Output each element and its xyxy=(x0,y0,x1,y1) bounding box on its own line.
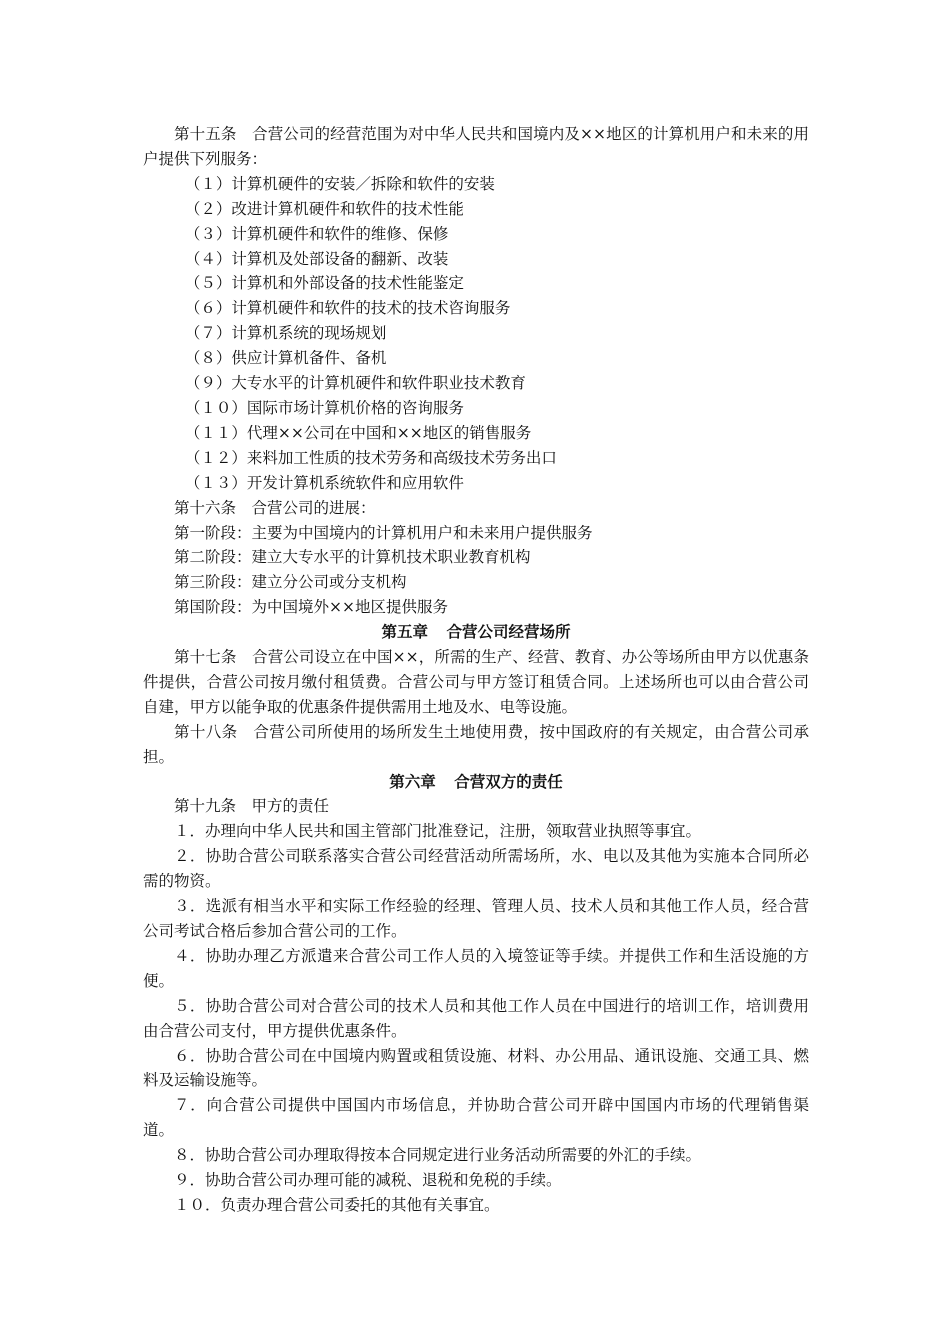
list-item: （６）计算机硬件和软件的技术的技术咨询服务 xyxy=(184,299,511,318)
article-16: 第十六条 合营公司的进展： xyxy=(174,498,376,517)
list-item: ５．协助合营公司对合营公司的技术人员和其他工作人员在中国进行的培训工作，培训费用由合营公司支付，甲方提供优惠条件。 xyxy=(143,996,809,1040)
chapter-number: 第五章 xyxy=(381,623,428,642)
article-15: 第十五条 合营公司的经营范围为对中华人民共和国境内及××地区的计算机用户和未来的用户提供下列服务： xyxy=(143,125,809,168)
list-item: １．办理向中华人民共和国主管部门批准登记，注册，领取营业执照等事宜。 xyxy=(174,822,702,841)
list-item: ２．协助合营公司联系落实合营公司经营活动所需场所，水、电以及其他为实施本合同所必需的物资。 xyxy=(143,847,809,891)
contract-text xyxy=(143,122,809,1218)
article-17: 第十七条 合营公司设立在中国××，所需的生产、经营、教育、办公等场所由甲方以优惠条件提供，合营公司按月缴付租赁费。合营公司与甲方签订租赁合同。上述场所也可以由合营公司自建，甲方以能争取的优惠条件提供需用土地及水、电等设施。 xyxy=(143,648,809,716)
list-item: （１）计算机硬件的安装／拆除和软件的安装 xyxy=(184,174,495,193)
list-item: ３．选派有相当水平和实际工作经验的经理、管理人员、技术人员和其他工作人员，经合营公司考试合格后参加合营公司的工作。 xyxy=(143,897,809,940)
list-item: （１０）国际市场计算机价格的咨询服务 xyxy=(184,398,464,417)
list-item: ６．协助合营公司在中国境内购置或租赁设施、材料、办公用品、通讯设施、交通工具、燃料及运输设施等。 xyxy=(143,1046,809,1090)
list-item: （１１）代理××公司在中国和××地区的销售服务 xyxy=(184,423,532,442)
list-item: ４．协助办理乙方派遣来合营公司工作人员的入境签证等手续。并提供工作和生活设施的方便。 xyxy=(143,946,809,990)
chapter-number: 第六章 xyxy=(389,772,436,791)
chapter-6-heading xyxy=(143,770,809,795)
list-item: ７．向合营公司提供中国国内市场信息，并协助合营公司开辟中国国内市场的代理销售渠道。 xyxy=(143,1096,809,1140)
list-item: （２）改进计算机硬件和软件的技术性能 xyxy=(184,199,464,218)
list-item: ８．协助合营公司办理取得按本合同规定进行业务活动所需要的外汇的手续。 xyxy=(174,1146,702,1165)
article-19: 第十九条 甲方的责任 xyxy=(174,797,330,816)
stage-item: 第三阶段：建立分公司或分支机构 xyxy=(174,573,407,592)
stage-item: 第国阶段：为中国境外××地区提供服务 xyxy=(174,598,448,617)
stage-item: 第一阶段：主要为中国境内的计算机用户和未来用户提供服务 xyxy=(174,523,593,542)
list-item: （９）大专水平的计算机硬件和软件职业技术教育 xyxy=(184,374,526,393)
article-18: 第十八条 合营公司所使用的场所发生土地使用费，按中国政府的有关规定，由合营公司承担。 xyxy=(143,722,809,766)
list-item: ９．协助合营公司办理可能的减税、退税和免税的手续。 xyxy=(174,1171,562,1190)
list-item: （７）计算机系统的现场规划 xyxy=(184,324,387,343)
chapter-title: 合营公司经营场所 xyxy=(446,623,571,642)
stage-item: 第二阶段：建立大专水平的计算机技术职业教育机构 xyxy=(174,548,531,567)
list-item: （３）计算机硬件和软件的维修、保修 xyxy=(184,224,449,243)
chapter-5-heading xyxy=(143,620,809,645)
list-item: （１２）来料加工性质的技术劳务和高级技术劳务出口 xyxy=(184,448,557,467)
list-item: （８）供应计算机备件、备机 xyxy=(184,349,387,368)
list-item: （１３）开发计算机系统软件和应用软件 xyxy=(184,473,464,492)
list-item: （５）计算机和外部设备的技术性能鉴定 xyxy=(184,274,464,293)
chapter-title: 合营双方的责任 xyxy=(454,772,563,791)
list-item: （４）计算机及处部设备的翻新、改装 xyxy=(184,249,449,268)
list-item: １０．负责办理合营公司委托的其他有关事宜。 xyxy=(174,1195,500,1214)
